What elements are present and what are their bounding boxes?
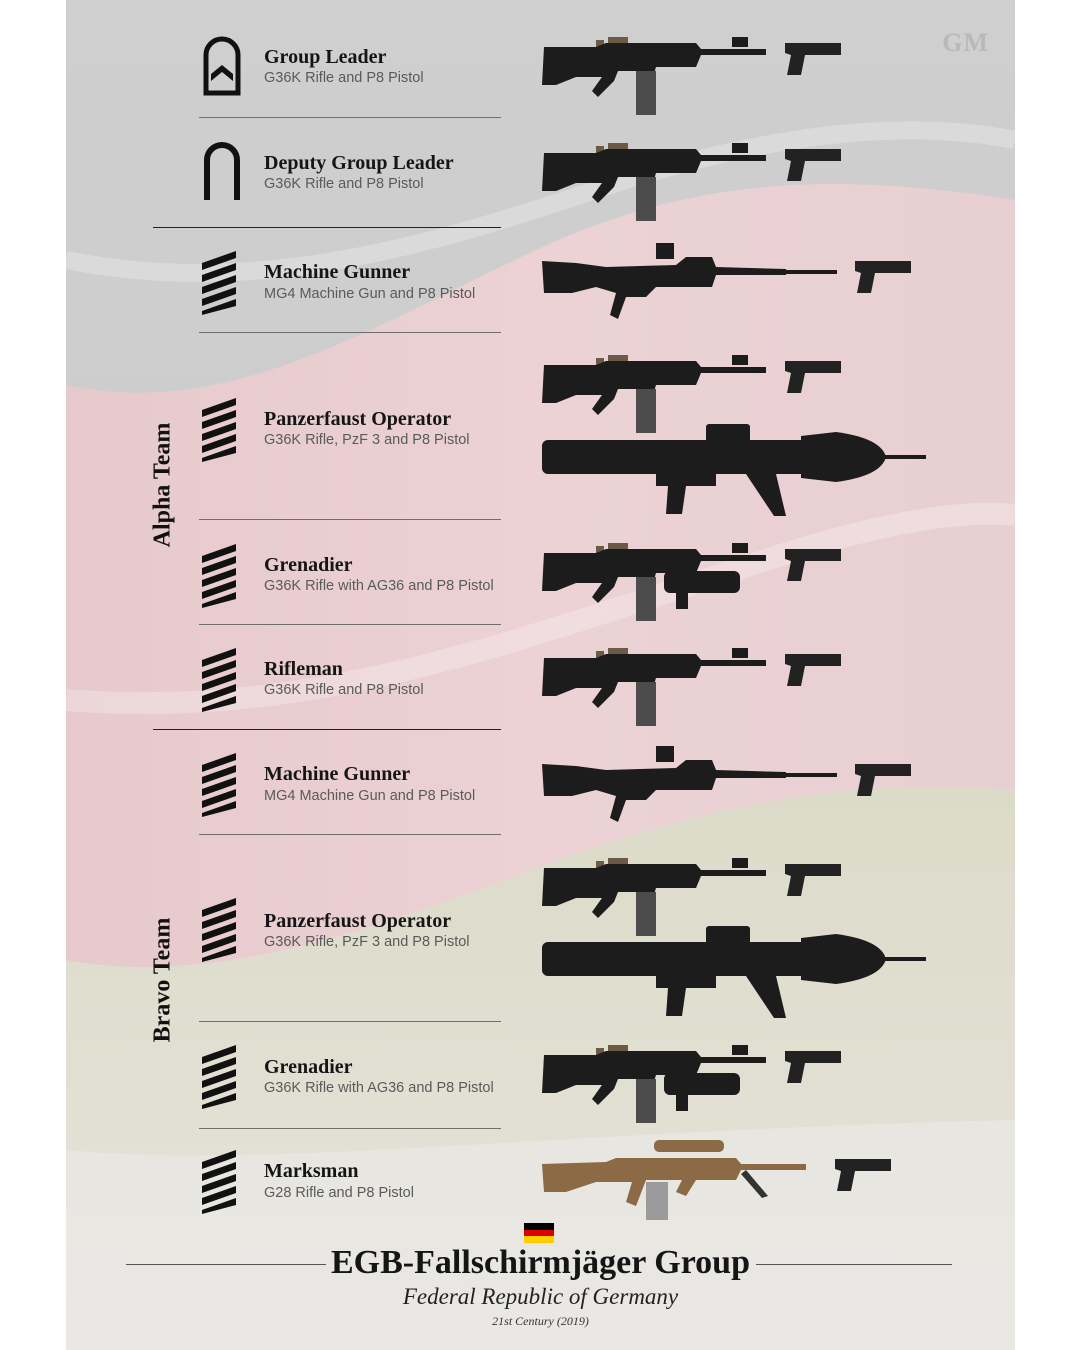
pistol-icon <box>831 1151 901 1201</box>
role-weapons: G28 Rifle and P8 Pistol <box>264 1185 414 1201</box>
row-divider <box>199 834 501 835</box>
pistol-icon <box>781 646 851 696</box>
role-title: Group Leader <box>264 46 387 68</box>
machine-gun-icon <box>536 740 1006 830</box>
rifle-icon <box>536 626 1006 726</box>
rifle-icon <box>536 836 1006 936</box>
role-weapons: G36K Rifle, PzF 3 and P8 Pistol <box>264 432 470 448</box>
grenade-launcher-rifle-icon <box>536 1023 1006 1123</box>
pistol-icon <box>781 141 851 191</box>
row-divider <box>199 1128 501 1129</box>
pistol-icon <box>851 756 921 806</box>
poster-title: EGB-Fallschirmjäger Group <box>330 1244 750 1281</box>
poster-subtitle: Federal Republic of Germany <box>402 1284 679 1309</box>
alpha-team-label: Alpha Team <box>149 422 176 548</box>
pistol-icon <box>781 856 851 906</box>
flag-stripe-gold <box>524 1236 554 1243</box>
poster-date: 21st Century (2019) <box>492 1314 589 1328</box>
role-title: Panzerfaust Operator <box>264 408 452 430</box>
row-divider <box>199 117 501 118</box>
poster <box>66 0 1015 1350</box>
german-flag-icon <box>524 1223 554 1243</box>
bravo-team-label: Bravo Team <box>149 917 176 1043</box>
role-title: Machine Gunner <box>264 763 411 785</box>
watermark-logo: GM <box>942 28 989 57</box>
rocket-launcher-icon <box>536 424 936 519</box>
stripes-rank-icon <box>202 544 238 608</box>
role-title: Grenadier <box>264 1056 353 1078</box>
pistol-icon <box>781 353 851 403</box>
team-divider <box>153 729 501 730</box>
machine-gun-icon <box>536 237 1006 327</box>
pistol-icon <box>851 253 921 303</box>
role-weapons: G36K Rifle with AG36 and P8 Pistol <box>264 578 494 594</box>
stripes-rank-icon <box>202 398 238 462</box>
flag-stripe-red <box>524 1230 554 1237</box>
pistol-icon <box>781 35 851 85</box>
role-title: Panzerfaust Operator <box>264 910 452 932</box>
row-divider <box>199 332 501 333</box>
role-weapons: G36K Rifle and P8 Pistol <box>264 70 424 86</box>
role-weapons: G36K Rifle with AG36 and P8 Pistol <box>264 1080 494 1096</box>
stripes-rank-icon <box>202 753 238 817</box>
stripes-rank-icon <box>202 1045 238 1109</box>
pistol-icon <box>781 1043 851 1093</box>
rifle-icon <box>536 121 1006 221</box>
stripes-rank-icon <box>202 648 238 712</box>
rifle-icon <box>536 333 1006 433</box>
row-divider <box>199 1021 501 1022</box>
role-weapons: MG4 Machine Gun and P8 Pistol <box>264 286 476 302</box>
row-divider <box>199 519 501 520</box>
chevron-rank-icon <box>202 35 238 97</box>
stripes-rank-icon <box>202 1150 238 1214</box>
role-weapons: MG4 Machine Gun and P8 Pistol <box>264 788 476 804</box>
grenade-launcher-rifle-icon <box>536 521 1006 621</box>
arch-rank-icon <box>202 140 238 202</box>
stripes-rank-icon <box>202 251 238 315</box>
pistol-icon <box>781 541 851 591</box>
role-title: Deputy Group Leader <box>264 152 454 174</box>
role-title: Machine Gunner <box>264 261 411 283</box>
rocket-launcher-icon <box>536 926 936 1021</box>
rifle-icon <box>536 15 1006 115</box>
row-divider <box>199 624 501 625</box>
stripes-rank-icon <box>202 898 238 962</box>
team-divider <box>153 227 501 228</box>
marksman-rifle-icon <box>536 1126 836 1226</box>
flag-stripe-black <box>524 1223 554 1230</box>
role-weapons: G36K Rifle, PzF 3 and P8 Pistol <box>264 934 470 950</box>
role-weapons: G36K Rifle and P8 Pistol <box>264 682 424 698</box>
role-weapons: G36K Rifle and P8 Pistol <box>264 176 424 192</box>
role-title: Grenadier <box>264 554 353 576</box>
role-title: Marksman <box>264 1160 359 1182</box>
role-title: Rifleman <box>264 658 343 680</box>
